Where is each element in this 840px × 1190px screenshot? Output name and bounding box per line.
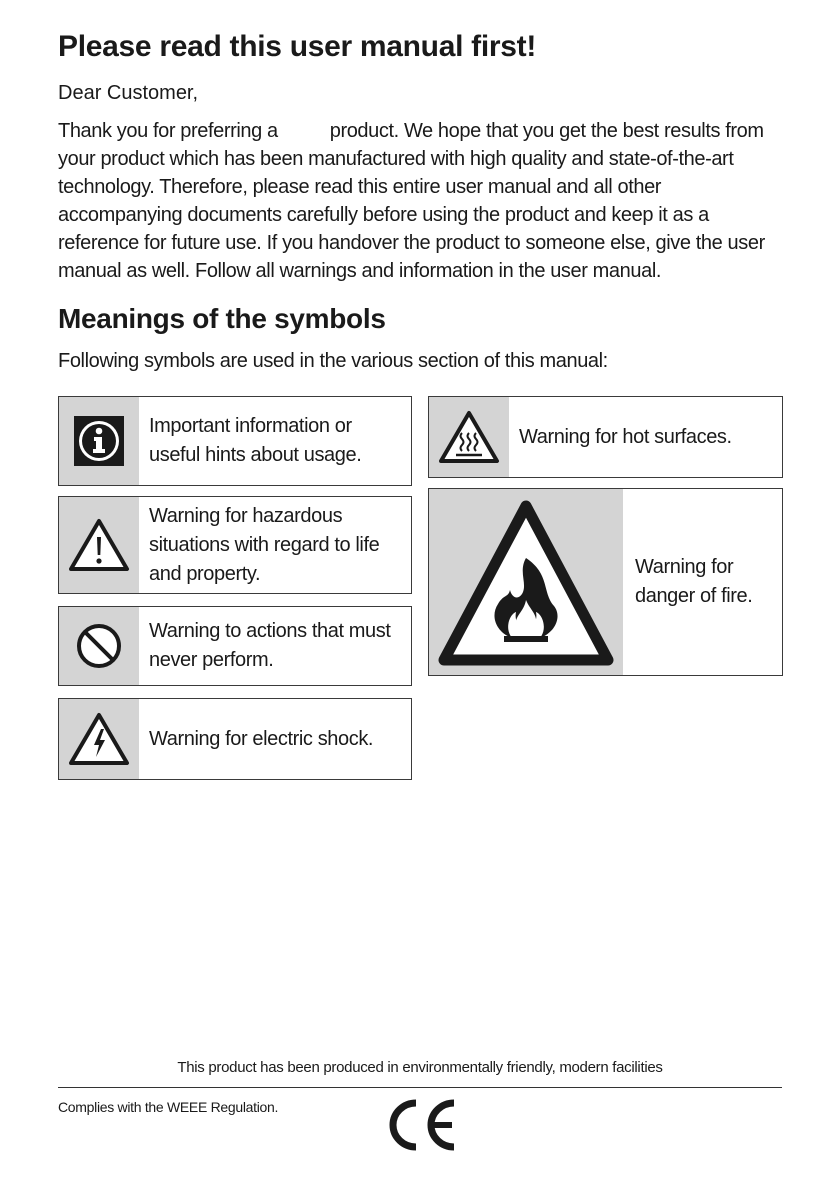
intro-paragraph	[58, 117, 788, 285]
symbols-intro: Following symbols are used in the various section of this manual:	[58, 350, 608, 372]
symbol-box-info	[58, 396, 412, 486]
fire-icon	[429, 489, 623, 675]
salutation: Dear Customer,	[58, 82, 199, 104]
ce-mark-icon	[384, 1098, 458, 1157]
weee-compliance: Complies with the WEEE Regulation.	[58, 1099, 279, 1115]
symbol-box-hot	[428, 396, 783, 478]
footer-divider	[58, 1087, 782, 1088]
prohibition-icon	[59, 607, 139, 685]
footer-note: This product has been produced in environmentally friendly, modern facilities	[177, 1059, 663, 1076]
symbol-box-electric	[58, 698, 412, 780]
intro-text-start: Thank you for preferring a	[58, 120, 278, 142]
symbol-text-hazard: Warning for hazardous situations with regard to life and property.	[149, 504, 380, 585]
hot-surface-icon	[429, 397, 509, 477]
symbol-text-prohibited: Warning to actions that must never perform.	[149, 620, 391, 671]
symbol-text-info: Important information or useful hints about usage.	[149, 415, 362, 466]
info-icon	[59, 397, 139, 485]
intro-text-end: product. We hope that you get the best results from your product which has been manufactured with high quality and state-of-the-art technology. Therefore, please read this entire user manual and all other accompanying documents carefully before using the product and keep it as a reference for future use. If you handover the product to someone else, give the user manual as well. Follow all warnings and information in the user manual.	[58, 120, 765, 282]
symbol-text-fire: Warning for danger of fire.	[635, 556, 753, 607]
electric-shock-icon	[59, 699, 139, 779]
symbols-heading: Meanings of the symbols	[58, 303, 386, 334]
symbol-text-electric: Warning for electric shock.	[149, 727, 374, 750]
warning-icon	[59, 497, 139, 593]
page-title: Please read this user manual first!	[58, 30, 537, 63]
symbol-box-hazard	[58, 496, 412, 594]
symbol-box-fire	[428, 488, 783, 676]
symbol-text-hot: Warning for hot surfaces.	[519, 425, 732, 448]
symbol-box-prohibited	[58, 606, 412, 686]
